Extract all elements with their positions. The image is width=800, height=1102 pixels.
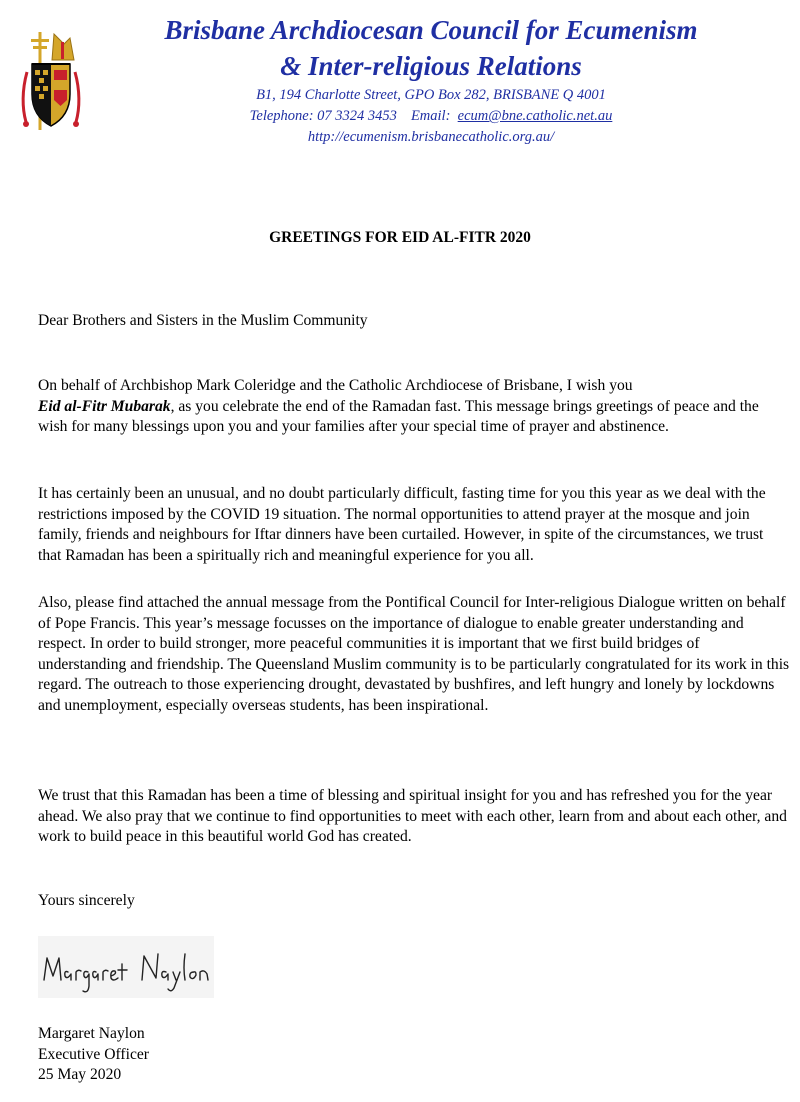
org-name-line-2: & Inter-religious Relations xyxy=(280,51,582,81)
org-name-line-1: Brisbane Archdiocesan Council for Ecumenism xyxy=(164,15,698,45)
paragraph-3: Also, please find attached the annual message from the Pontifical Council for Inter-religious Dialogue written on behalf of Pope Francis. This year’s message focusses on the importance of dialogue to enable greater understanding and respect. In order to build stronger, more peaceful communities it is important that we first build bridges of understanding and friendship. The Queensland Muslim community is to be particularly congratulated for its work in this regard. The outreach to those experiencing drought, devastated by bushfires, and left hungry and lonely by lockdowns and unemployment, especially overseas students, has been inspirational. xyxy=(38,594,790,714)
paragraph-1 xyxy=(38,376,790,438)
signatory-title: Executive Officer xyxy=(38,1045,149,1063)
email-label: Email: xyxy=(410,108,451,124)
letter-heading: GREETINGS FOR EID AL-FITR 2020 xyxy=(269,229,531,246)
letter-date: 25 May 2020 xyxy=(38,1066,122,1083)
paragraph-4: We trust that this Ramadan has been a time of blessing and spiritual insight for you and has refreshed you for the year ahead. We also pray that we continue to find opportunities to meet with each other, learn from and about each other, and work to build peace in this beautiful world God has created. xyxy=(38,787,787,845)
postal-address: B1, 194 Charlotte Street, GPO Box 282, BRISBANE Q 4001 xyxy=(256,87,606,103)
closing: Yours sincerely xyxy=(38,892,135,909)
paragraph-2: It has certainly been an unusual, and no doubt particularly difficult, fasting time for you this year as we deal with the restrictions imposed by the COVID 19 situation. The normal opportunities to attend prayer at the mosque and join family, friends and neighbours for Iftar dinners have been curtailed. However, in spite of the circumstances, we trust that Ramadan has been a spiritually rich and meaningful experience for you all. xyxy=(38,485,766,564)
paragraph-1-start: On behalf of Archbishop Mark Coleridge and the Catholic Archdiocese of Brisbane, I wish you xyxy=(38,377,633,394)
contact-line xyxy=(0,107,800,125)
signatory-name: Margaret Naylon xyxy=(38,1025,145,1042)
website-link[interactable]: http://ecumenism.brisbanecatholic.org.au/ xyxy=(307,129,555,145)
email-link[interactable]: ecum@bne.catholic.net.au xyxy=(457,108,613,124)
paragraph-1-rest: , as you celebrate the end of the Ramadan fast. This message brings greetings of peace and the wish for many blessings upon you and your families after your special time of prayer and abstinence. xyxy=(38,397,759,435)
eid-greeting-emphasis: Eid al-Fitr Mubarak xyxy=(38,397,171,415)
handwritten-signature xyxy=(38,936,214,998)
telephone: Telephone: 07 3324 3453 xyxy=(249,108,397,124)
salutation: Dear Brothers and Sisters in the Muslim Community xyxy=(38,312,368,329)
signature-block xyxy=(38,1024,149,1086)
